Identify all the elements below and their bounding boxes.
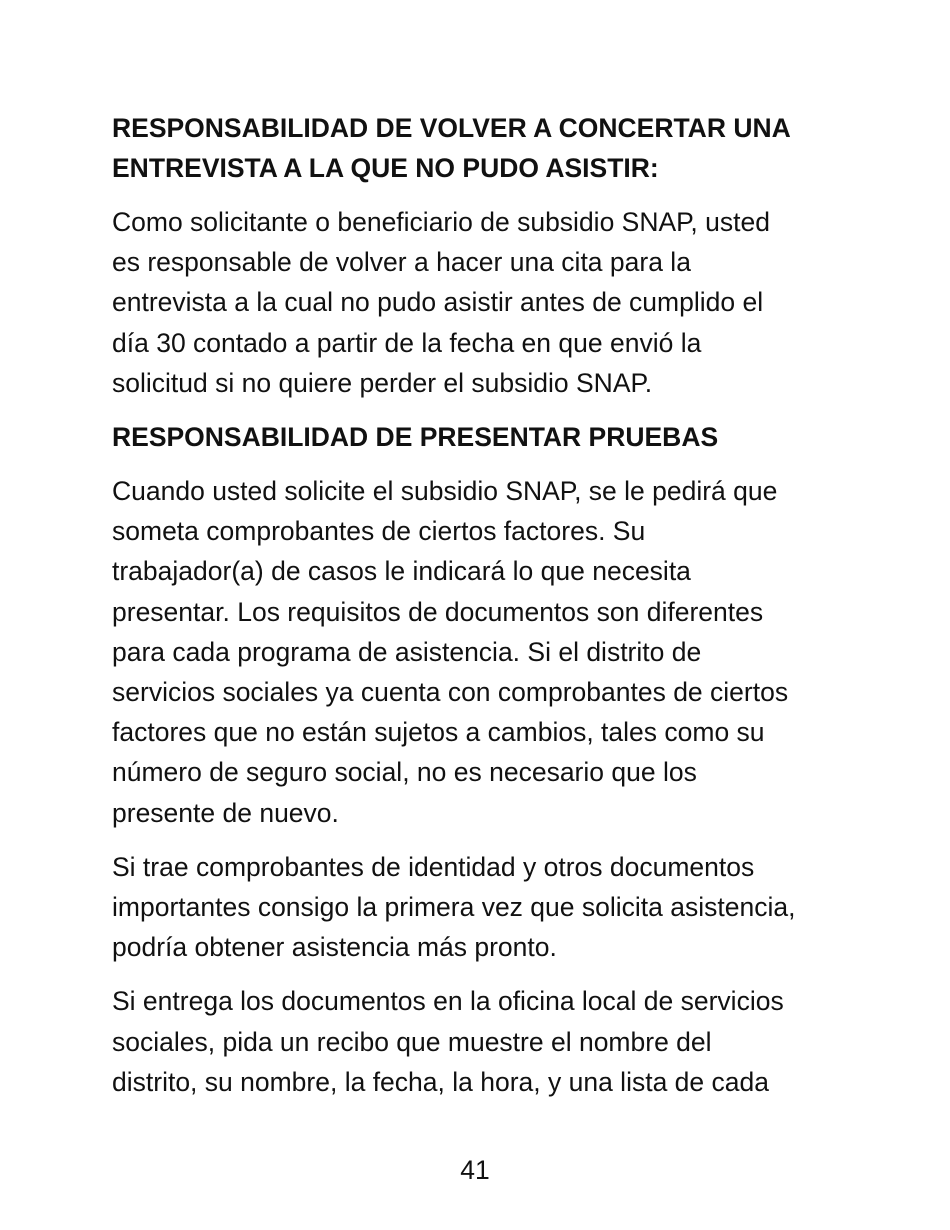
page-number: 41 — [460, 1155, 490, 1185]
paragraph-proof-requirements — [112, 471, 857, 833]
section-heading-reschedule-interview — [112, 108, 857, 188]
text-line: presentar. Los requisitos de documentos son diferentes — [112, 596, 764, 627]
heading-line: ENTREVISTA A LA QUE NO PUDO ASISTIR: — [112, 153, 659, 183]
document-page — [112, 108, 857, 1116]
text-line: solicitud si no quiere perder el subsidio SNAP. — [112, 367, 653, 398]
section-heading-present-proof — [112, 417, 857, 457]
heading-line: RESPONSABILIDAD DE VOLVER A CONCERTAR UNA — [112, 113, 791, 143]
text-line: para cada programa de asistencia. Si el distrito de — [112, 636, 702, 667]
paragraph-request-receipt — [112, 981, 857, 1102]
text-line: Si entrega los documentos en la oficina local de servicios — [112, 986, 784, 1017]
heading-line: RESPONSABILIDAD DE PRESENTAR PRUEBAS — [112, 422, 719, 453]
text-line: día 30 contado a partir de la fecha en que envió la — [112, 327, 702, 358]
text-line: distrito, su nombre, la fecha, la hora, y una lista de cada — [112, 1066, 769, 1097]
text-line: presente de nuevo. — [112, 797, 339, 828]
text-line: Como solicitante o beneficiario de subsidio SNAP, usted — [112, 207, 770, 237]
text-line: podría obtener asistencia más pronto. — [112, 932, 557, 963]
text-line: sociales, pida un recibo que muestre el nombre del — [112, 1026, 712, 1057]
text-line: factores que no están sujetos a cambios, tales como su — [112, 717, 765, 748]
text-line: trabajador(a) de casos le indicará lo que necesita — [112, 556, 691, 587]
paragraph-bring-documents — [112, 847, 857, 968]
text-line: Cuando usted solicite el subsidio SNAP, se le pedirá que — [112, 476, 778, 507]
text-line: entrevista a la cual no pudo asistir antes de cumplido el — [112, 287, 764, 318]
text-line: es responsable de volver a hacer una cita para la — [112, 247, 691, 278]
paragraph-reschedule-responsibility — [112, 202, 857, 403]
text-line: importantes consigo la primera vez que solicita asistencia, — [112, 892, 796, 923]
text-line: someta comprobantes de ciertos factores. Su — [112, 516, 646, 547]
text-line: servicios sociales ya cuenta con comprobantes de ciertos — [112, 677, 789, 708]
text-line: número de seguro social, no es necesario que los — [112, 757, 697, 788]
text-line: Si trae comprobantes de identidad y otros documentos — [112, 851, 755, 882]
